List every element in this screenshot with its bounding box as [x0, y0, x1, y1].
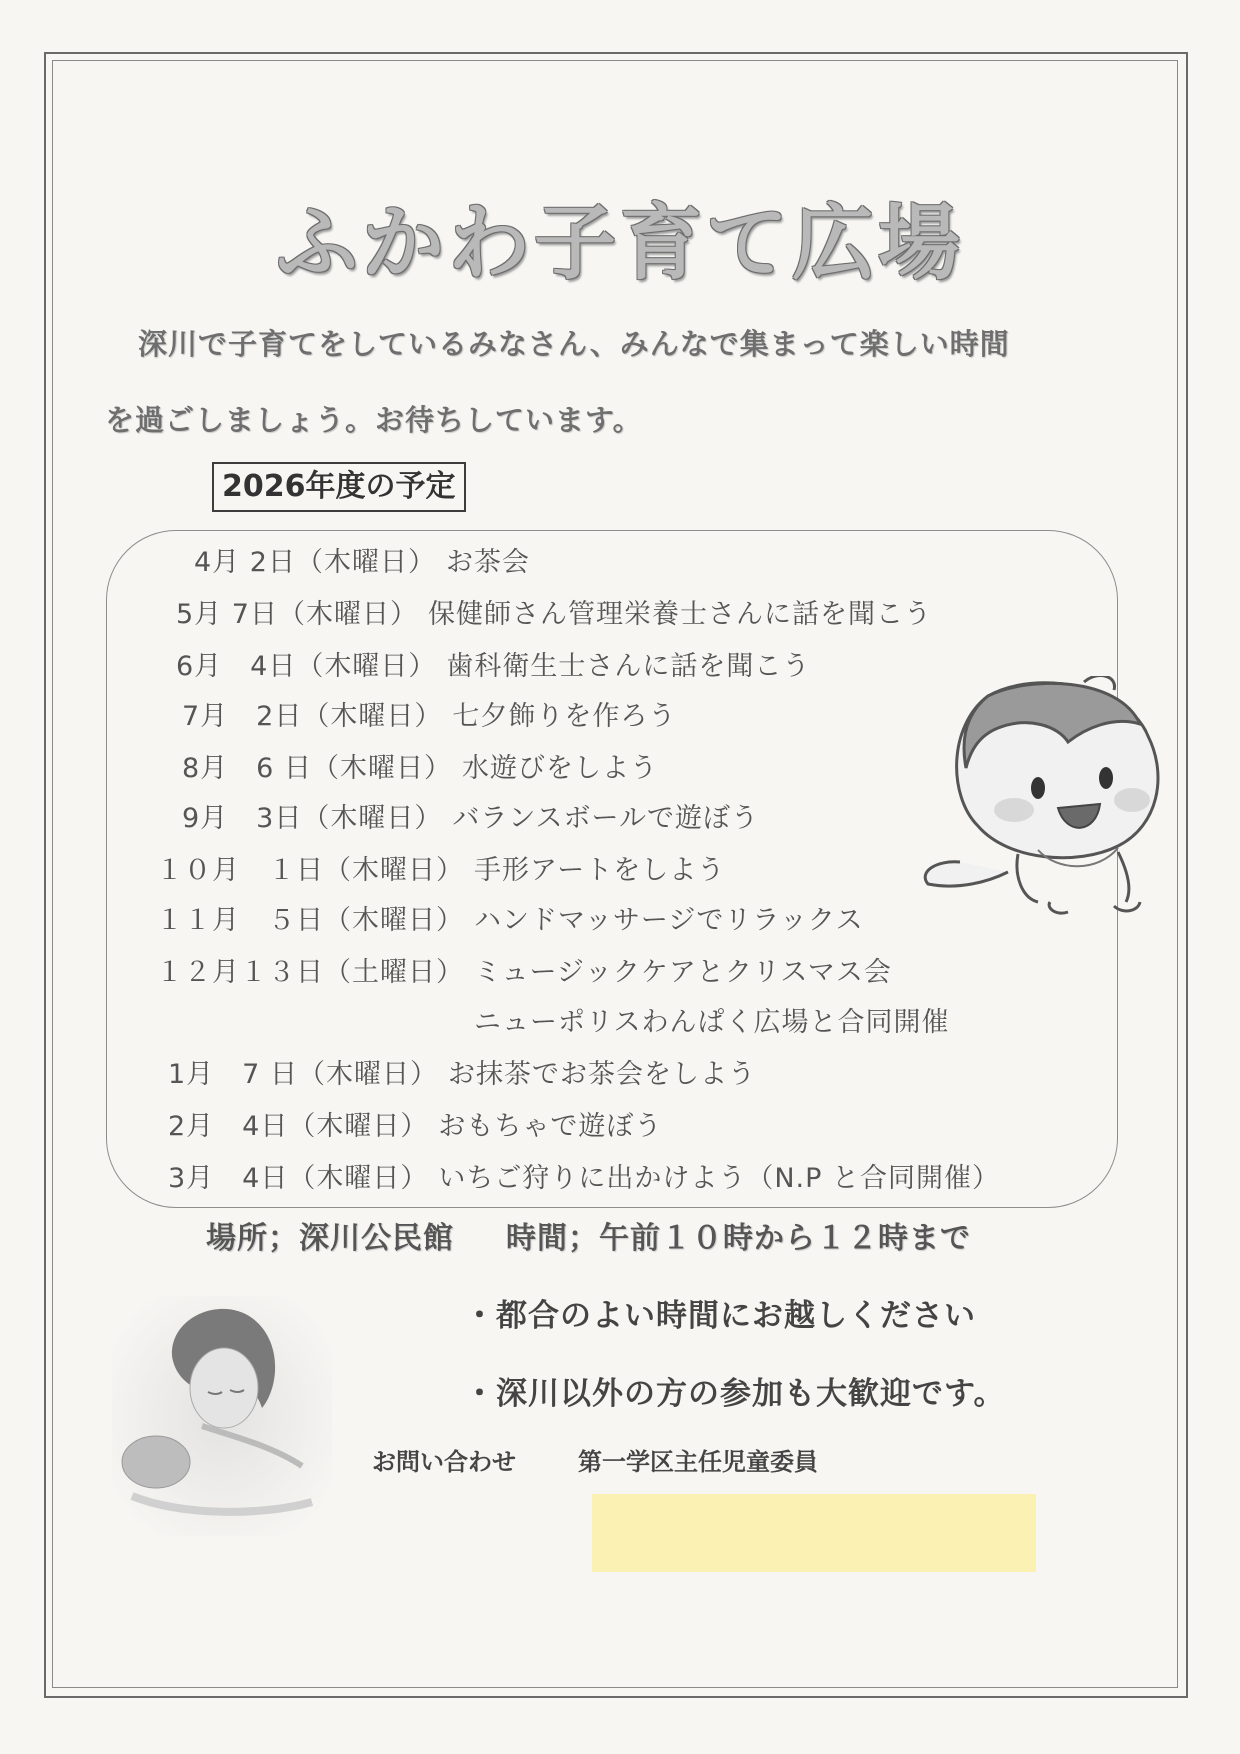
schedule-event: 手形アートをしよう [474, 855, 726, 886]
bullet-note: ・都合のよい時間にお越しください [464, 1298, 976, 1334]
schedule-event: おもちゃで遊ぼう [438, 1111, 663, 1142]
contact-organization: 第一学区主任児童委員 [578, 1448, 818, 1476]
contact-line [372, 1442, 818, 1477]
schedule-date: 4月 2日（木曜日） [194, 547, 436, 578]
schedule-date: 5月 7日（木曜日） [176, 599, 418, 630]
baby-illustration [918, 676, 1180, 926]
schedule-heading: 2026年度の予定 [212, 462, 466, 512]
time: 時間；午前１０時から１２時まで [506, 1221, 971, 1256]
schedule-event: いちご狩りに出かけよう（N.P と合同開催） [438, 1163, 1001, 1194]
intro-line-1: 深川で子育てをしているみなさん、みんなで集まって楽しい時間 [138, 327, 1010, 361]
schedule-date: 9月 3日（木曜日） [182, 803, 443, 834]
schedule-event: 七夕飾りを作ろう [452, 701, 677, 732]
schedule-row [156, 898, 864, 937]
schedule-row [156, 950, 892, 989]
schedule-event: 歯科衛生士さんに話を聞こう [446, 651, 811, 682]
schedule-row [168, 1156, 1000, 1195]
schedule-row [168, 1052, 756, 1091]
intro-line-2: を過ごしましょう。お待ちしています。 [105, 403, 643, 437]
schedule-date: 2月 4日（木曜日） [168, 1111, 429, 1142]
schedule-event: ミュージックケアとクリスマス会 [474, 957, 892, 988]
venue: 場所；深川公民館 [206, 1221, 454, 1256]
schedule-row [156, 848, 725, 887]
schedule-date: 3月 4日（木曜日） [168, 1163, 429, 1194]
schedule-date: 6月 4日（木曜日） [176, 651, 437, 682]
schedule-event: お抹茶でお茶会をしよう [447, 1059, 756, 1090]
schedule-date: １０月 １日（木曜日） [156, 855, 464, 886]
schedule-date: １２月１３日（土曜日） [156, 957, 464, 988]
schedule-event: 水遊びをしよう [461, 753, 658, 784]
schedule-event: お茶会 [445, 547, 530, 578]
schedule-event: 保健師さん管理栄養士さんに話を聞こう [427, 599, 932, 630]
contact-label: お問い合わせ [372, 1448, 516, 1476]
schedule-row [194, 540, 530, 579]
redacted-contact-info [592, 1494, 1036, 1572]
schedule-row [168, 1104, 662, 1143]
schedule-row [182, 746, 658, 785]
schedule-event: バランスボールで遊ぼう [452, 803, 760, 834]
bullet-note: ・深川以外の方の参加も大歓迎です。 [464, 1376, 1006, 1412]
schedule-row [176, 644, 810, 683]
schedule-row [182, 796, 759, 835]
page-title: ふかわ子育て広場 [275, 196, 964, 291]
schedule-date: 1月 7 日（木曜日） [168, 1059, 438, 1090]
venue-time-line [206, 1213, 971, 1257]
schedule-date: １１月 ５日（木曜日） [156, 905, 464, 936]
schedule-row [176, 592, 932, 631]
schedule-event: ハンドマッサージでリラックス [474, 905, 864, 936]
schedule-date: 7月 2日（木曜日） [182, 701, 443, 732]
mother-and-baby-photo [112, 1296, 332, 1536]
december-note: ニューポリスわんぱく広場と合同開催 [474, 1007, 950, 1038]
schedule-row [182, 694, 676, 733]
schedule-date: 8月 6 日（木曜日） [182, 753, 452, 784]
